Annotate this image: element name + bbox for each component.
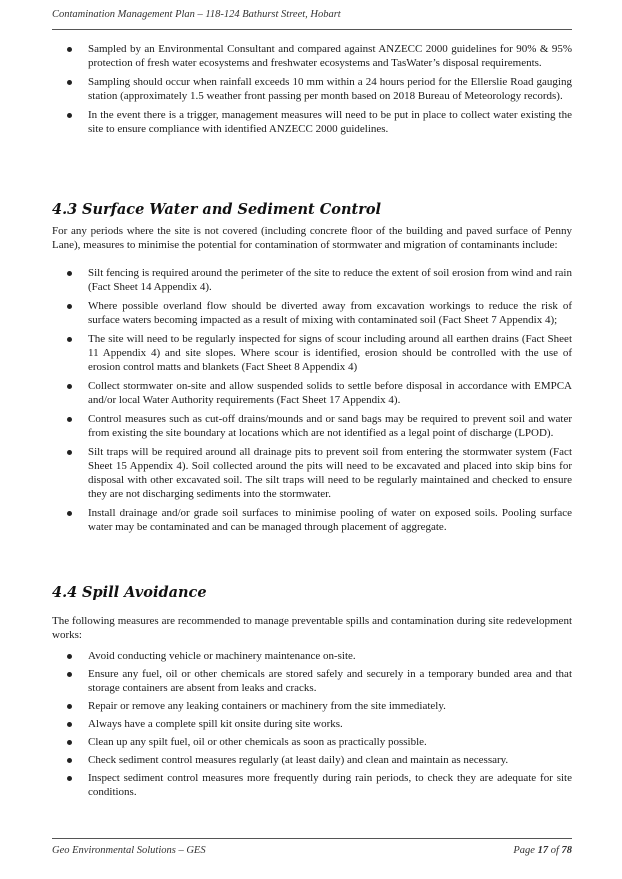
- section-number: 4.3: [52, 201, 78, 218]
- list-item: Check sediment control measures regularly (at least daily) and clean and maintain as necessary.: [52, 753, 572, 767]
- header-divider: [52, 29, 572, 30]
- list-item: Collect stormwater on-site and allow suspended solids to settle before disposal in accordance with EMPCA and/or local Water Authority requirements (Fact Sheet 17 Appendix 4).: [52, 379, 572, 407]
- page-header: Contamination Management Plan – 118-124 Bathurst Street, Hobart: [52, 9, 341, 20]
- bullet-icon: [67, 722, 72, 727]
- section-4-4-bullet-list: [52, 649, 572, 799]
- bullet-icon: [67, 511, 72, 516]
- bullet-icon: [67, 758, 72, 763]
- bullet-icon: [67, 450, 72, 455]
- list-item: Always have a complete spill kit onsite during site works.: [52, 717, 572, 731]
- bullet-icon: [67, 113, 72, 118]
- section-4-4-body: [52, 614, 572, 803]
- bullet-icon: [67, 384, 72, 389]
- bullet-icon: [67, 654, 72, 659]
- list-item: Sampling should occur when rainfall exceeds 10 mm within a 24 hours period for the Ellerslie Road gauging station (approximately 1.5 weather front passing per month based on 2018 Bureau of Meteorology records).: [52, 75, 572, 103]
- list-item: Sampled by an Environmental Consultant and compared against ANZECC 2000 guidelines for 90% & 95% protection of fresh water ecosystems and freshwater ecosystems and TasWater’s disposal requirements.: [52, 42, 572, 70]
- list-item: Inspect sediment control measures more frequently during rain periods, to check they are adequate for site conditions.: [52, 771, 572, 799]
- bullet-icon: [67, 704, 72, 709]
- bullet-icon: [67, 271, 72, 276]
- intro-bullet-list: [52, 42, 572, 136]
- list-item: Avoid conducting vehicle or machinery maintenance on-site.: [52, 649, 572, 663]
- list-item: The site will need to be regularly inspected for signs of scour including around all earthen drains (Fact Sheet 11 Appendix 4) and site slopes. Where scour is identified, erosion should be controlled with the use of erosion control matts and blankets (Fact Sheet 8 Appendix 4): [52, 332, 572, 374]
- bullet-icon: [67, 417, 72, 422]
- section-intro: For any periods where the site is not covered (including concrete floor of the building and paved surface of Penny Lane), measures to minimise the potential for contamination of stormwater and migration of contaminants include:: [52, 225, 572, 251]
- total-pages: 78: [561, 845, 572, 856]
- list-item: Silt fencing is required around the perimeter of the site to reduce the extent of soil erosion from wind and rain (Fact Sheet 14 Appendix 4).: [52, 266, 572, 294]
- section-4-3-body: [52, 224, 572, 539]
- bullet-icon: [67, 776, 72, 781]
- list-item: Clean up any spilt fuel, oil or other chemicals as soon as practically possible.: [52, 735, 572, 749]
- list-item: Install drainage and/or grade soil surfaces to minimise pooling of water on exposed soils. Pooling surface water may be contaminated and can be managed through placement of aggregate.: [52, 506, 572, 534]
- section-heading-4-3: [52, 201, 381, 218]
- section-4-3-bullet-list: [52, 266, 572, 534]
- bullet-icon: [67, 740, 72, 745]
- bullet-icon: [67, 337, 72, 342]
- footer-divider: [52, 838, 572, 839]
- section-number: 4.4: [52, 584, 78, 601]
- page-footer-company: Geo Environmental Solutions – GES: [52, 845, 206, 856]
- current-page: 17: [537, 845, 549, 856]
- list-item: Control measures such as cut-off drains/mounds and or sand bags may be required to prevent soil and water from existing the site boundary at locations which are not identified as a legal point of discharge (LPOD).: [52, 412, 572, 440]
- list-item: Ensure any fuel, oil or other chemicals are stored safely and securely in a temporary bunded area and that storage containers are absent from leaks and cracks.: [52, 667, 572, 695]
- list-item: In the event there is a trigger, management measures will need to be put in place to collect water existing the site to ensure compliance with identified ANZECC 2000 guidelines.: [52, 108, 572, 136]
- list-item: Repair or remove any leaking containers or machinery from the site immediately.: [52, 699, 572, 713]
- list-item: Silt traps will be required around all drainage pits to prevent soil from entering the stormwater system (Fact Sheet 15 Appendix 4). Soil collected around the pits will need to be excavated and placed into skip bins for disposal with other excavated soil. The silt traps will need to be regularly maintained and checked to ensure they are not discharging sediments into the stormwater.: [52, 445, 572, 501]
- list-item: Where possible overland flow should be diverted away from excavation workings to reduce the risk of surface waters becoming impacted as a result of mixing with contaminated soil (Fact Sheet 7 Appendix 4);: [52, 299, 572, 327]
- intro-bullet-block: [52, 42, 572, 141]
- bullet-icon: [67, 304, 72, 309]
- bullet-icon: [67, 672, 72, 677]
- section-intro: The following measures are recommended to manage preventable spills and contamination during site redevelopment works:: [52, 615, 572, 641]
- section-heading-4-4: [52, 584, 207, 601]
- bullet-icon: [67, 80, 72, 85]
- section-title: Surface Water and Sediment Control: [82, 201, 382, 218]
- section-title: Spill Avoidance: [82, 584, 207, 601]
- page-number: Page 17 of 78: [513, 845, 572, 856]
- bullet-icon: [67, 47, 72, 52]
